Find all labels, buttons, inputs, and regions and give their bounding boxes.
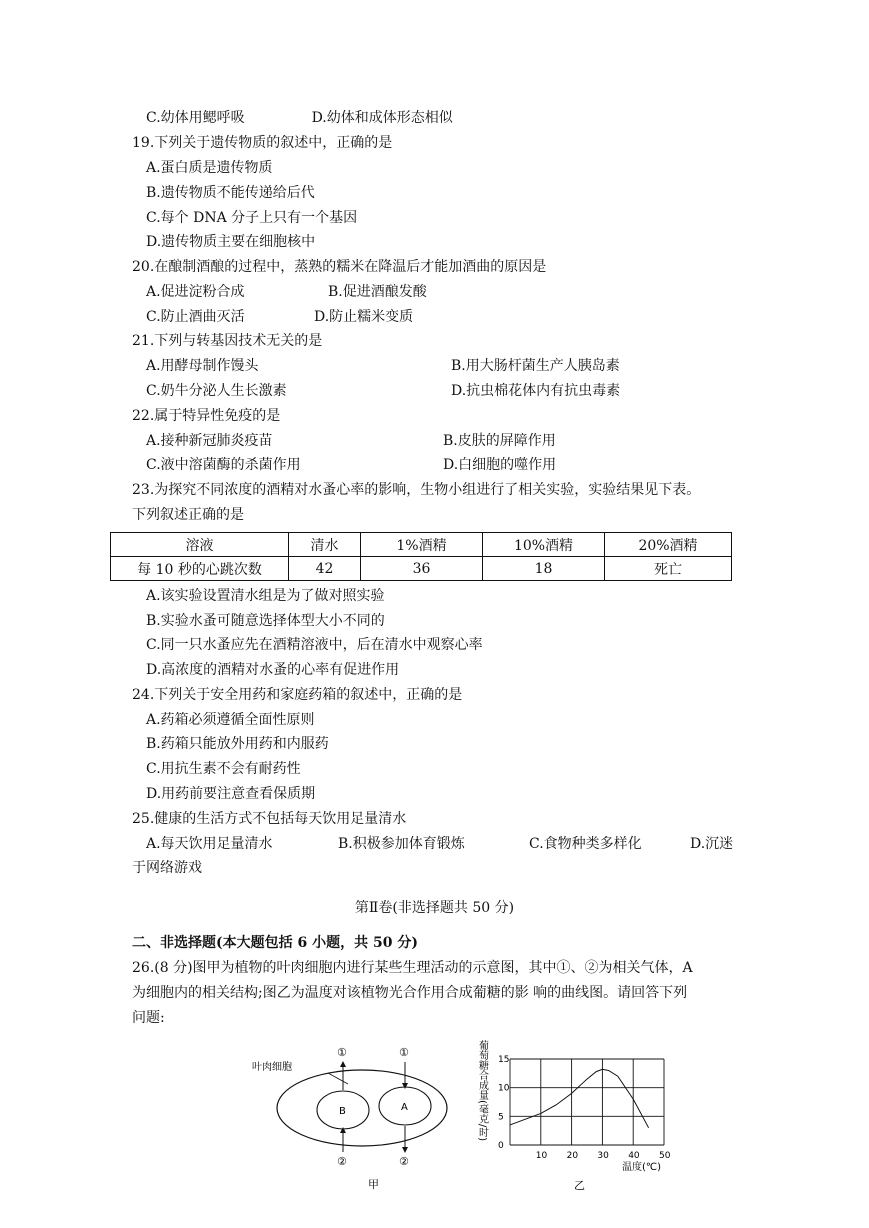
question-23-cont: 下列叙述正确的是 [132, 507, 244, 523]
table-header: 20%酒精 [605, 533, 732, 557]
option-22c: C.液中溶菌酶的杀菌作用 [146, 457, 301, 473]
option-21a: A.用酵母制作馒头 [146, 358, 259, 374]
table-header: 1%酒精 [361, 533, 483, 557]
chart-x-tick-label: 30 [597, 1151, 609, 1161]
chart-x-tick-label: 40 [628, 1151, 640, 1161]
question-19: 19.下列关于遗传物质的叙述中，正确的是 [132, 135, 393, 151]
option-21d: D.抗虫棉花体内有抗虫毒素 [451, 383, 621, 399]
gas-1-label: ① [337, 1046, 347, 1059]
diagram-caption: 甲 [368, 1178, 379, 1190]
table-cell: 42 [289, 557, 361, 581]
table-cell: 36 [361, 557, 483, 581]
question-23: 23.为探究不同浓度的酒精对水蚤心率的影响，生物小组进行了相关实验，实验结果见下表。 [132, 482, 701, 498]
option-24a: A.药箱必须遵循全面性原则 [146, 712, 315, 728]
option-23a: A.该实验设置清水组是为了做对照实验 [146, 588, 385, 604]
option-21c: C.奶牛分泌人生长激素 [146, 383, 287, 399]
option-24c: C.用抗生素不会有耐药性 [146, 761, 301, 777]
chart-caption: 乙 [574, 1179, 585, 1190]
chart-ylabel: 葡萄糖合成量(毫克/时) [476, 1040, 488, 1142]
option-20a: A.促进淀粉合成 [146, 284, 245, 300]
question-26: 26.(8 分)图甲为植物的叶肉细胞内进行某些生理活动的示意图，其中①、②为相关气体，A [132, 960, 693, 976]
chart-xlabel: 温度(℃) [622, 1162, 662, 1173]
option-24d: D.用药前要注意查看保质期 [146, 786, 316, 802]
question-22: 22.属于特异性免疫的是 [132, 408, 281, 424]
question-21: 21.下列与转基因技术无关的是 [132, 333, 323, 349]
section-2-title: 第Ⅱ卷(非选择题共 50 分) [354, 900, 515, 916]
table-row-label: 每 10 秒的心跳次数 [111, 557, 289, 581]
cell-label: 叶肉细胞 [252, 1062, 292, 1073]
chart-y-tick-label: 0 [498, 1141, 504, 1151]
question-20: 20.在酿制酒酿的过程中，蒸熟的糯米在降温后才能加酒曲的原因是 [132, 259, 547, 275]
option-23d: D.高浓度的酒精对水蚤的心率有促进作用 [146, 662, 400, 678]
organelle-a-label: A [401, 1102, 408, 1113]
table-cell: 18 [483, 557, 605, 581]
question-26-cont2: 问题: [132, 1010, 165, 1026]
organelle-b-label: B [339, 1106, 346, 1117]
table-cell: 死亡 [605, 557, 732, 581]
option-25d-cont: 于网络游戏 [132, 860, 202, 876]
gas-1-label: ① [399, 1046, 409, 1059]
option-20b: B.促进酒酿发酸 [328, 284, 427, 300]
option-19c: C.每个 DNA 分子上只有一个基因 [146, 210, 358, 226]
table-header: 溶液 [111, 533, 289, 557]
option-22a: A.接种新冠肺炎疫苗 [146, 433, 273, 449]
cell-outline [277, 1070, 447, 1146]
chart-x-tick-label: 10 [535, 1151, 548, 1161]
chart-y-tick-label: 15 [498, 1055, 510, 1065]
option-22b: B.皮肤的屏障作用 [443, 433, 556, 449]
table-row [111, 557, 732, 581]
option-line: C.幼体用鳃呼吸 D.幼体和成体形态相似 [146, 110, 453, 126]
option-23b: B.实验水蚤可随意选择体型大小不同的 [146, 613, 385, 629]
option-22d: D.白细胞的噬作用 [443, 457, 557, 473]
option-19b: B.遗传物质不能传递给后代 [146, 185, 315, 201]
chart-x-tick-label: 20 [566, 1151, 579, 1161]
option-25c: C.食物种类多样化 [529, 836, 642, 852]
option-20c: C.防止酒曲灭活 [146, 309, 245, 325]
option-25d: D.沉迷 [690, 836, 734, 852]
option-20d: D.防止糯米变质 [314, 309, 414, 325]
gas-2-label: ② [337, 1155, 347, 1168]
table-header: 清水 [289, 533, 361, 557]
table-header-row [111, 533, 732, 557]
chart-y-tick-label: 5 [498, 1112, 504, 1123]
question-25: 25.健康的生活方式不包括每天饮用足量清水 [132, 811, 407, 827]
option-19a: A.蛋白质是遗传物质 [146, 160, 273, 176]
option-24b: B.药箱只能放外用药和内服药 [146, 736, 329, 752]
question-26-cont: 为细胞内的相关结构;图乙为温度对该植物光合作用合成葡糖的影 响的曲线图。请回答下列 [132, 985, 688, 1001]
experiment-table [110, 532, 732, 581]
section-2-heading: 二、非选择题(本大题包括 6 小题，共 50 分) [132, 935, 418, 951]
option-21b: B.用大肠杆菌生产人胰岛素 [451, 358, 620, 374]
chart-y-tick-label: 10 [498, 1083, 510, 1094]
option-25a: A.每天饮用足量清水 [146, 836, 273, 852]
cell-diagram [240, 1040, 470, 1190]
option-25b: B.积极参加体育锻炼 [338, 836, 465, 852]
table-header: 10%酒精 [483, 533, 605, 557]
glucose-chart [472, 1030, 702, 1190]
chart-series-line [510, 1069, 649, 1127]
option-23c: C.同一只水蚤应先在酒精溶液中，后在清水中观察心率 [146, 637, 483, 653]
option-19d: D.遗传物质主要在细胞核中 [146, 234, 316, 250]
chart-x-tick-label: 50 [659, 1151, 671, 1161]
question-24: 24.下列关于安全用药和家庭药箱的叙述中，正确的是 [132, 687, 463, 703]
gas-2-label: ② [399, 1155, 409, 1168]
